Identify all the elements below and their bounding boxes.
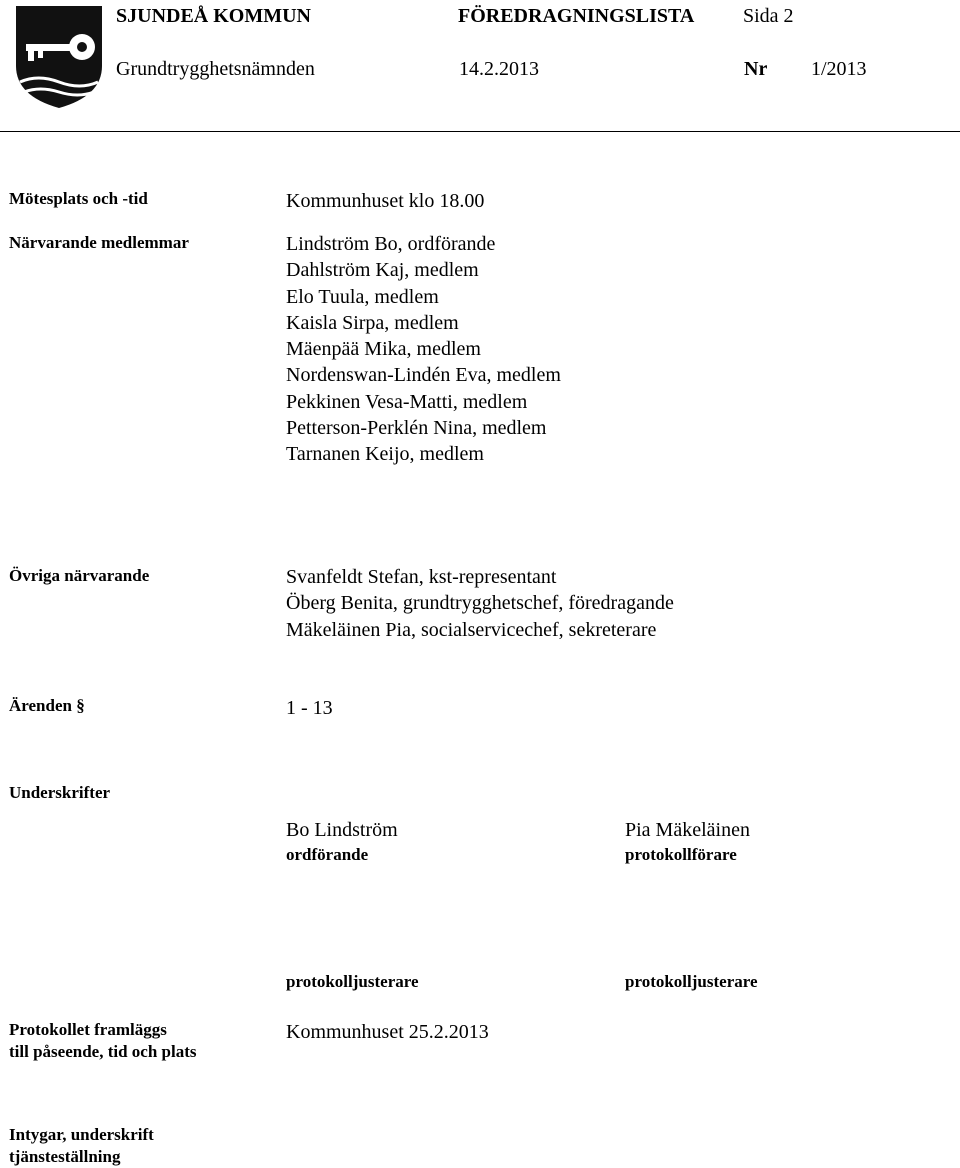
secretary-role: protokollförare: [625, 845, 737, 864]
display-value: Kommunhuset 25.2.2013: [286, 1021, 489, 1043]
board-name: Grundtrygghetsnämnden: [116, 58, 315, 80]
member-item: Dahlström Kaj, medlem: [286, 259, 479, 282]
header-divider: [0, 131, 960, 132]
document-type: FÖREDRAGNINGSLISTA: [458, 5, 695, 27]
items-label: Ärenden §: [9, 696, 85, 715]
display-label-line: till påseende, tid och plats: [9, 1042, 197, 1061]
other-attendee: Svanfeldt Stefan, kst-representant: [286, 566, 557, 588]
secretary-name: Pia Mäkeläinen: [625, 819, 750, 841]
others-list: [286, 564, 674, 643]
others-label: Övriga närvarande: [9, 566, 150, 585]
other-attendee: Mäkeläinen Pia, socialservicechef, sekreterare: [286, 618, 657, 641]
certificate-label: [9, 1124, 154, 1168]
items-value: 1 - 13: [286, 697, 333, 719]
members-label: Närvarande medlemmar: [9, 233, 189, 252]
signatures-label: Underskrifter: [9, 783, 111, 802]
certificate-label-line: Intygar, underskrift: [9, 1125, 154, 1144]
display-label: [9, 1019, 197, 1063]
member-item: Pekkinen Vesa-Matti, medlem: [286, 390, 528, 413]
number-label: Nr: [744, 58, 768, 80]
display-label-line: Protokollet framläggs: [9, 1020, 167, 1039]
member-item: Petterson-Perklén Nina, medlem: [286, 417, 547, 440]
chair-role: ordförande: [286, 845, 369, 864]
member-item: Lindström Bo, ordförande: [286, 233, 496, 255]
org-name: SJUNDEÅ KOMMUN: [116, 5, 311, 27]
adjuster-2-role: protokolljusterare: [625, 972, 758, 991]
certificate-label-line: tjänsteställning: [9, 1147, 121, 1166]
page-number: Sida 2: [743, 5, 794, 27]
document-date: 14.2.2013: [459, 58, 539, 80]
members-list: [286, 231, 561, 468]
member-item: Kaisla Sirpa, medlem: [286, 311, 459, 334]
chair-name: Bo Lindström: [286, 819, 398, 841]
member-item: Nordenswan-Lindén Eva, medlem: [286, 364, 561, 387]
coat-of-arms-key-icon: [14, 4, 104, 110]
member-item: Elo Tuula, medlem: [286, 285, 439, 308]
place-label: Mötesplats och -tid: [9, 189, 148, 208]
place-value: Kommunhuset klo 18.00: [286, 190, 485, 212]
member-item: Mäenpää Mika, medlem: [286, 338, 481, 361]
number-value: 1/2013: [811, 58, 867, 80]
other-attendee: Öberg Benita, grundtrygghetschef, föredragande: [286, 592, 674, 615]
member-item: Tarnanen Keijo, medlem: [286, 443, 484, 466]
adjuster-1-role: protokolljusterare: [286, 972, 419, 991]
